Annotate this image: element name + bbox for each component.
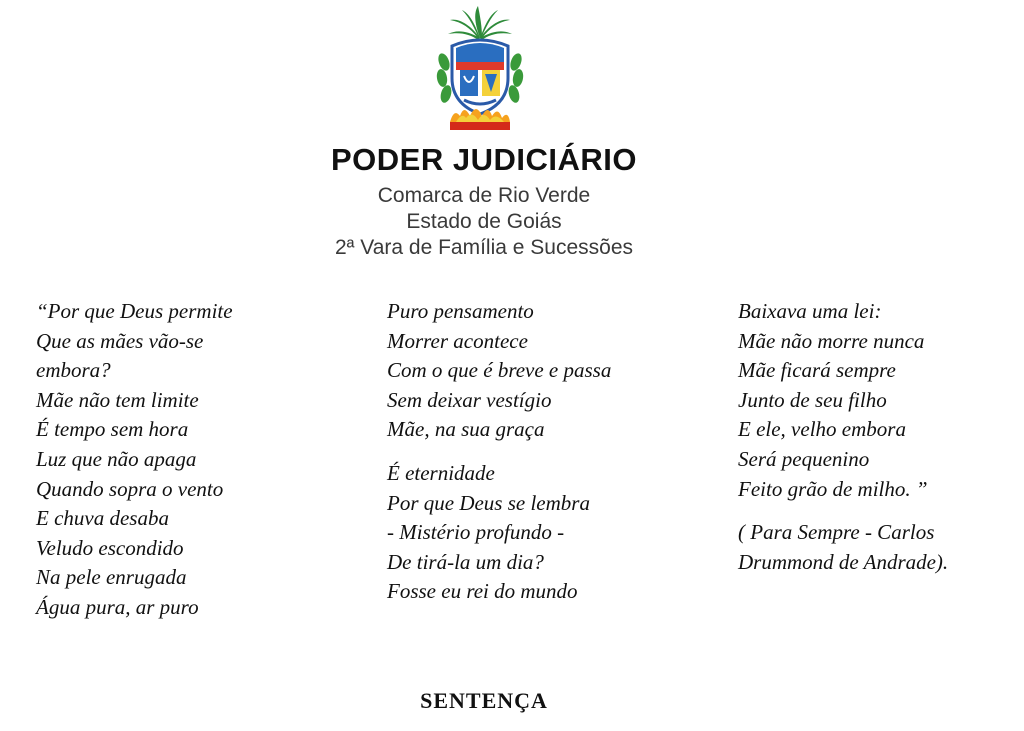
verse-line: E chuva desaba <box>36 506 169 531</box>
verse-line: Na pele enrugada <box>36 565 187 590</box>
verse-line: embora? <box>36 358 111 383</box>
verse-line: Mãe não morre nunca <box>738 328 925 353</box>
verse-line: Mãe, na sua graça <box>387 417 545 442</box>
comarca-line: Comarca de Rio Verde <box>377 184 591 207</box>
verse-line: Junto de seu filho <box>738 387 887 412</box>
goias-coat-of-arms-icon <box>430 4 530 136</box>
verse-line: Mãe não tem limite <box>36 387 199 412</box>
poem-attribution: Drummond de Andrade). <box>738 549 949 574</box>
verse-line: Fosse eu rei do mundo <box>387 579 578 604</box>
poem-attribution: ( Para Sempre - Carlos <box>738 520 935 545</box>
stanza-break <box>738 504 948 518</box>
verse-line: Luz que não apaga <box>36 446 197 471</box>
stanza-break <box>387 445 611 459</box>
verse-line: Baixava uma lei: <box>738 299 882 323</box>
verse-line: É tempo sem hora <box>36 417 189 442</box>
state-line: Estado de Goiás <box>406 210 562 233</box>
verse-line: Será pequenino <box>738 446 870 471</box>
verse-line: Quando sopra o vento <box>36 476 224 501</box>
verse-line: “Por que Deus permite <box>36 299 233 323</box>
section-title: SENTENÇA <box>420 688 548 713</box>
verse-line: Com o que é breve e passa <box>387 358 612 383</box>
poem-column-1 <box>36 297 233 623</box>
verse-line: De tirá-la um dia? <box>387 549 544 574</box>
verse-line: - Mistério profundo - <box>387 520 565 545</box>
verse-line: Que as mães vão-se <box>36 328 204 353</box>
court-title: PODER JUDICIÁRIO <box>331 142 637 177</box>
poem-column-3 <box>738 297 948 577</box>
verse-line: É eternidade <box>387 460 495 485</box>
verse-line: Morrer acontece <box>387 328 528 353</box>
court-division-line: 2ª Vara de Família e Sucessões <box>334 236 634 259</box>
verse-line: Por que Deus se lembra <box>387 490 590 515</box>
verse-line: E ele, velho embora <box>738 417 906 442</box>
verse-line: Feito grão de milho. ” <box>738 476 928 501</box>
verse-line: Sem deixar vestígio <box>387 387 552 412</box>
verse-line: Veludo escondido <box>36 535 184 560</box>
verse-line: Puro pensamento <box>387 299 534 323</box>
verse-line: Água pura, ar puro <box>36 594 199 619</box>
poem-column-2 <box>387 297 611 607</box>
verse-line: Mãe ficará sempre <box>738 358 896 383</box>
